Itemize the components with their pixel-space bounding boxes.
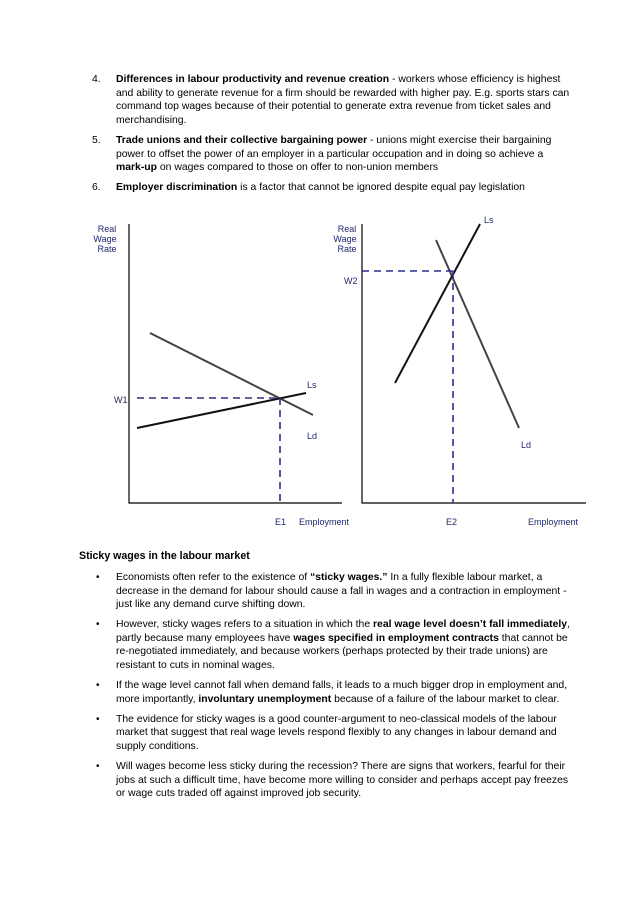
right-supply-label: Ls — [484, 215, 494, 225]
bullet-text: because of a failure of the labour market to clear. — [331, 693, 560, 705]
bullet-text: Will wages become less sticky during the recession? There are signs that workers, fearful for their jobs at such a difficult time, have become more willing to consider and perhaps accept pay freezes or wage cuts traded off against improved job security. — [116, 761, 569, 800]
bullet-text: If the wage level cannot fall when demand falls, it leads to a much bigger drop in employment and, more importantly, — [116, 680, 568, 705]
bullet-text: In a fully flexible labour market, a decrease in the demand for labour should cause a fall in wages and a contraction in employment - just like any demand curve shifting down. — [116, 572, 567, 611]
left-y-label-line2: Wage — [93, 234, 117, 244]
bullet-emphasis: wages specified in employment contracts — [293, 632, 499, 644]
right-axes — [362, 224, 586, 503]
left-diagram — [93, 224, 349, 527]
bullet-emphasis: real wage level doesn’t fall immediately — [373, 619, 568, 631]
bullet-text: However, sticky wages refers to a situation in which the — [116, 619, 373, 631]
item-text: - unions might exercise their bargaining power to offset the power of an employer in a particular occupation and in doing so achieve a — [116, 134, 552, 160]
bullet-icon: • — [96, 761, 100, 773]
bullet-text: The evidence for sticky wages is a good counter-argument to neo-classical models of the labour market that suggest that real wage levels respond flexibly to any changes in labour demand and supply conditions. — [116, 713, 557, 753]
left-x-axis-label: Employment — [299, 517, 350, 527]
left-y-label-line3: Rate — [97, 244, 117, 254]
right-y-label-line2: Wage — [333, 234, 357, 244]
bullet-icon: • — [96, 572, 100, 583]
right-demand-curve — [436, 240, 519, 428]
section-heading: Sticky wages in the labour market — [79, 550, 250, 562]
left-y-label-line1: Real — [97, 224, 117, 234]
bullet-item — [96, 713, 574, 754]
left-demand-label: Ld — [307, 431, 318, 441]
item-emphasis: mark-up — [116, 162, 157, 174]
right-demand-label: Ld — [521, 440, 532, 450]
left-demand-curve — [150, 333, 313, 415]
right-employment-label: E2 — [446, 517, 458, 527]
item-text: - workers whose efficiency is highest and ability to generate revenue for a firm should be rewarded with higher pay. E.g. sports stars can command top wages because of their potential to generate extra revenue from ticket sales and merchandising. — [116, 74, 570, 127]
right-x-axis-label: Employment — [528, 517, 579, 527]
right-y-label-line3: Rate — [337, 244, 357, 254]
sticky-wages-bullets — [96, 571, 574, 807]
bullet-item — [96, 679, 574, 706]
item-heading: Trade unions and their collective bargaining power — [116, 134, 368, 146]
bullet-text: , partly because many employees have — [116, 619, 570, 644]
bullet-icon: • — [96, 680, 100, 692]
item-number: 5. — [92, 134, 101, 146]
bullet-text: Economists often refer to the existence of — [116, 572, 311, 583]
right-wage-label: W2 — [344, 276, 358, 286]
left-supply-label: Ls — [307, 380, 317, 390]
left-axes — [129, 224, 342, 503]
bullet-icon: • — [96, 713, 100, 725]
item-heading: Differences in labour productivity and revenue creation — [116, 74, 390, 85]
bullet-item — [96, 760, 574, 801]
item-number: 4. — [92, 74, 101, 85]
left-wage-label: W1 — [114, 395, 128, 405]
right-diagram — [333, 215, 586, 527]
bullet-item — [96, 618, 574, 672]
bullet-icon: • — [96, 619, 100, 631]
bullet-emphasis: “sticky wages.” — [310, 572, 388, 583]
item-number: 6. — [92, 181, 101, 193]
item-heading: Employer discrimination — [116, 181, 238, 193]
bullet-item — [96, 571, 574, 612]
left-employment-label: E1 — [275, 517, 287, 527]
right-y-label-line1: Real — [337, 224, 357, 234]
item-text: is a factor that cannot be ignored despite equal pay legislation — [237, 181, 525, 193]
right-supply-curve — [395, 224, 480, 383]
item-text: on wages compared to those on offer to non-union members — [157, 162, 439, 174]
bullet-emphasis: involuntary unemployment — [198, 693, 332, 705]
bullet-text: that cannot be re-negotiated immediately, and because workers (perhaps protected by their trade unions) are resistant to cuts in nominal wages. — [116, 632, 568, 672]
